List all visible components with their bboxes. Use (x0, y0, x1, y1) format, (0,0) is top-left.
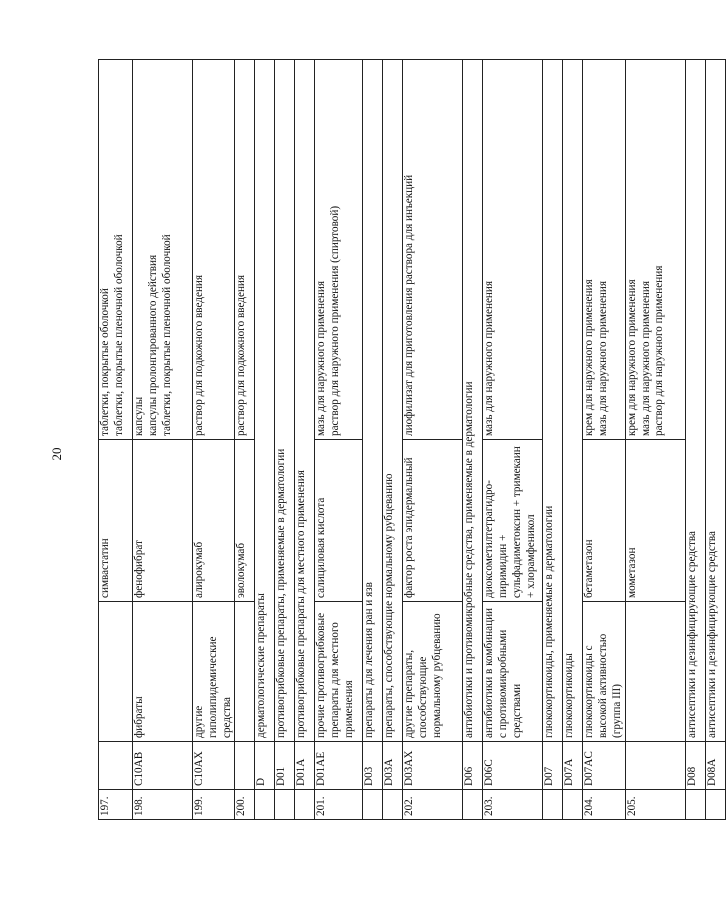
dosage-form-line: мазь для наружного применения (597, 280, 610, 436)
dosage-form-line: раствор для подкожного введения (193, 274, 205, 436)
atc-code: D01A (295, 742, 315, 790)
atc-code: D03A (383, 742, 403, 790)
pharm-group (625, 602, 685, 742)
dosage-form-line: раствор для подкожного введения (235, 274, 248, 436)
row-number (383, 790, 403, 820)
row-number (543, 790, 563, 820)
row-number: 200. (235, 790, 255, 820)
atc-code: C10AX (193, 742, 235, 790)
row-number (463, 790, 483, 820)
dosage-form-line: мазь для наружного применения (639, 280, 652, 436)
table-row (403, 60, 463, 820)
table-row (99, 60, 133, 820)
atc-code: D08A (705, 742, 725, 790)
pharm-group: глюкокортикоиды с высокой активностью (группа III) (583, 602, 625, 742)
atc-code: D01AE (315, 742, 363, 790)
table-row (133, 60, 193, 820)
atc-code: C10AB (133, 742, 193, 790)
pharm-group: противогрибковые препараты, применяемые в дерматологии (275, 60, 295, 742)
row-number: 204. (583, 790, 625, 820)
atc-code (235, 742, 255, 790)
table-row (193, 60, 235, 820)
dosage-form (403, 60, 463, 440)
pharm-group (235, 602, 255, 742)
dosage-form-line: мазь для наружного применения (483, 280, 496, 436)
row-number: 201. (315, 790, 363, 820)
table-row (463, 60, 483, 820)
dosage-form (235, 60, 255, 440)
row-number (363, 790, 383, 820)
dosage-form (625, 60, 685, 440)
dosage-form-line: таблетки, покрытые пленочной оболочкой (112, 234, 125, 436)
table-row (563, 60, 583, 820)
inn-name: салициловая кислота (315, 440, 363, 602)
atc-code: D07 (543, 742, 563, 790)
table-row (625, 60, 685, 820)
pharm-group: антибиотики и противомикробные средства, применяемые в дерматологии (463, 60, 483, 742)
row-number: 202. (403, 790, 463, 820)
inn-name: фенофибрат (133, 440, 193, 602)
row-number: 197. (99, 790, 133, 820)
dosage-form-line: мазь для наружного применения (315, 280, 328, 436)
inn-name: диоксометилтетрагидро-пиримидин + сульфадиметоксин + тримекаин + хлорамфеникол (483, 440, 543, 602)
dosage-form-line: капсулы (133, 396, 145, 436)
pharm-group: антибиотики в комбинации с противомикробными средствами (483, 602, 543, 742)
pharm-group (99, 602, 133, 742)
atc-code: D (255, 742, 275, 790)
table-row (583, 60, 625, 820)
atc-code: D08 (685, 742, 705, 790)
drug-list-table (98, 59, 726, 820)
pharm-group: антисептики и дезинфицирующие средства (685, 60, 705, 742)
table-row (363, 60, 383, 820)
inn-name: симвастатин (99, 440, 133, 602)
dosage-form-line: капсулы пролонгированного действия (146, 254, 159, 436)
atc-code: D06 (463, 742, 483, 790)
table-row (705, 60, 725, 820)
pharm-group: дерматологические препараты (255, 60, 275, 742)
dosage-form-line: раствор для наружного применения (653, 265, 666, 436)
pharm-group: глюкокортикоиды, применяемые в дерматологии (543, 60, 563, 742)
atc-code: D07AC (583, 742, 625, 790)
table-row (235, 60, 255, 820)
inn-name: мометазон (625, 440, 685, 602)
pharm-group: другие гиполипидемические средства (193, 602, 235, 742)
dosage-form (193, 60, 235, 440)
inn-name: фактор роста эпидермальный (403, 440, 463, 602)
table-row (295, 60, 315, 820)
dosage-form-line: лиофилизат для приготовления раствора для инъекций (403, 174, 416, 436)
atc-code: D07A (563, 742, 583, 790)
inn-name: алирокумаб (193, 440, 235, 602)
dosage-form-line: таблетки, покрытые пленочной оболочкой (160, 234, 173, 436)
dosage-form (583, 60, 625, 440)
inn-name: бетаметазон (583, 440, 625, 602)
table-row (685, 60, 705, 820)
pharm-group: препараты для лечения ран и язв (363, 60, 383, 742)
table-row (383, 60, 403, 820)
pharm-group: антисептики и дезинфицирующие средства (705, 60, 725, 742)
pharm-group: препараты, способствующие нормальному рубцеванию (383, 60, 403, 742)
row-number: 203. (483, 790, 543, 820)
row-number (705, 790, 725, 820)
pharm-group: фибраты (133, 602, 193, 742)
row-number (685, 790, 705, 820)
dosage-form (133, 60, 193, 440)
row-number (255, 790, 275, 820)
atc-code: D03AX (403, 742, 463, 790)
row-number (563, 790, 583, 820)
atc-code: D01 (275, 742, 295, 790)
row-number: 205. (625, 790, 685, 820)
dosage-form-line: крем для наружного применения (625, 279, 638, 436)
dosage-form-line: раствор для наружного применения (спиртовой) (329, 205, 342, 436)
row-number: 198. (133, 790, 193, 820)
row-number: 199. (193, 790, 235, 820)
atc-code: D03 (363, 742, 383, 790)
pharm-group: другие препараты, способствующие нормальному рубцеванию (403, 602, 463, 742)
dosage-form (315, 60, 363, 440)
pharm-group: противогрибковые препараты для местного применения (295, 60, 315, 742)
dosage-form (99, 60, 133, 440)
atc-code (625, 742, 685, 790)
dosage-form-line: таблетки, покрытые оболочкой (99, 288, 111, 436)
dosage-form-line: крем для наружного применения (583, 279, 596, 436)
atc-code (99, 742, 133, 790)
dosage-form (483, 60, 543, 440)
page-number: 20 (49, 447, 64, 461)
pharm-group: глюкокортикоиды (563, 60, 583, 742)
row-number (295, 790, 315, 820)
pharm-group: прочие противогрибковые препараты для местного применения (315, 602, 363, 742)
atc-code: D06C (483, 742, 543, 790)
table-row (543, 60, 563, 820)
table-row (255, 60, 275, 820)
inn-name: эволокумаб (235, 440, 255, 602)
rotated-table-container (98, 60, 718, 820)
table-row (275, 60, 295, 820)
row-number (275, 790, 295, 820)
table-row (483, 60, 543, 820)
table-row (315, 60, 363, 820)
